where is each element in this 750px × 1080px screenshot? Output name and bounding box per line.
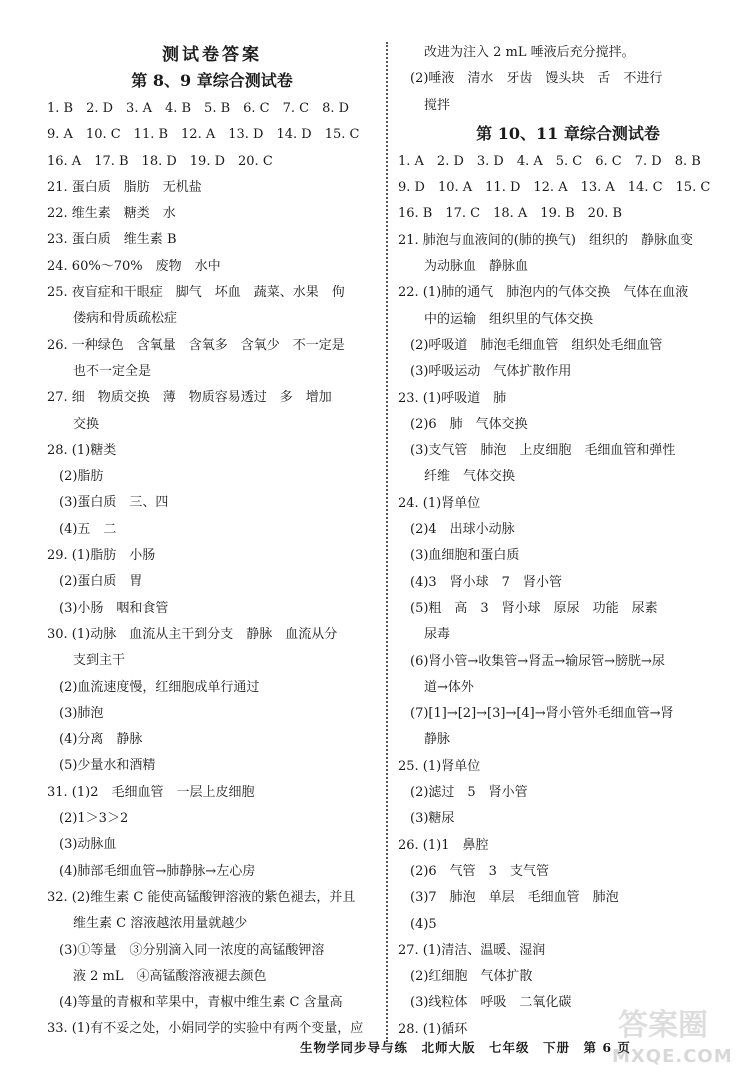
answer-line: (4)5 [410, 916, 437, 932]
answer-line: 16. B 17. C 18. A 19. B 20. B [398, 206, 623, 222]
answer-line: 27. 细 物质交换 薄 物质容易透过 多 增加 [47, 390, 332, 406]
answer-line: 道→体外 [424, 679, 474, 695]
answer-line: (4)分离 静脉 [59, 732, 143, 748]
answer-line: 24. 60%～70% 废物 水中 [47, 258, 221, 274]
answer-line: 维生素 C 溶液越浓用量就越少 [73, 916, 248, 932]
answer-line: (3)线粒体 呼吸 二氧化碳 [410, 995, 572, 1011]
answer-line: 改进为注入 2 mL 唾液后充分搅拌。 [424, 45, 635, 60]
page-footer: 生物学同步导与练 北师大版 七年级 下册 第 6 页 [300, 1040, 631, 1055]
answer-line: (3)支气管 肺泡 上皮细胞 毛细血管和弹性 [410, 443, 676, 459]
answer-line: 33. (1)有不妥之处，小娟同学的实验中有两个变量，应 [47, 1021, 364, 1037]
answer-line: 21. 蛋白质 脂肪 无机盐 [47, 179, 202, 195]
answer-line: 22. 维生素 糖类 水 [47, 206, 176, 222]
answer-line: (4)3 肾小球 7 肾小管 [410, 574, 562, 590]
answer-line: 搅拌 [424, 97, 451, 113]
answer-line: 29. (1)脂肪 小肠 [47, 548, 156, 564]
right-answer-lines [398, 149, 738, 1043]
answer-line: 21. 肺泡与血液间的(肺的换气) 组织的 静脉血变 [398, 232, 693, 248]
answer-line: (4)肺部毛细血管→肺静脉→左心房 [59, 863, 256, 879]
answer-line: (3)动脉血 [59, 837, 117, 853]
answer-line: 支到主干 [73, 653, 126, 669]
page-title: 测试卷答案 [162, 45, 262, 65]
answer-line: (5)粗 高 3 肾小球 原尿 功能 尿素 [410, 600, 658, 616]
answer-line: 31. (1)2 毛细血管 一层上皮细胞 [47, 784, 255, 800]
answer-line: 25. 夜盲症和干眼症 脚气 坏血 蔬菜、水果 佝 [47, 285, 345, 301]
answer-line: (2)6 肺 气体交换 [410, 416, 528, 432]
column-divider [386, 42, 388, 1042]
answer-line: 液 2 mL ④高锰酸溶液褪去颜色 [73, 968, 267, 984]
answer-line: 1. B 2. D 3. A 4. B 5. B 6. C 7. C 8. D [47, 101, 350, 116]
answer-line: 纤维 气体交换 [424, 469, 516, 485]
answer-line: (6)肾小管→收集管→肾盂→输尿管→膀胱→尿 [410, 653, 665, 669]
watermark [612, 1000, 742, 1072]
answer-line: 23. (1)呼吸道 肺 [398, 390, 507, 406]
answer-line: (3)血细胞和蛋白质 [410, 548, 520, 564]
answer-line: (3)小肠 咽和食管 [59, 600, 169, 616]
section-title-ch8-9: 第 8、9 章综合测试卷 [131, 71, 293, 90]
answer-line: (3)①等量 ③分别滴入同一浓度的高锰酸钾溶 [59, 942, 325, 958]
answer-line: 24. (1)肾单位 [398, 495, 481, 511]
answer-line: 尿毒 [424, 627, 451, 643]
answer-line: 为动脉血 静脉血 [424, 259, 529, 275]
answer-line: (4)等量的青椒和苹果中，青椒中维生素 C 含量高 [59, 995, 343, 1011]
answer-line: 28. (1)循环 [398, 1021, 468, 1037]
answer-line: (3)肺泡 [59, 705, 104, 721]
answer-line: 28. (1)糖类 [47, 442, 117, 458]
answer-line: 26. 一种绿色 含氧量 含氧多 含氧少 不一定是 [47, 337, 345, 353]
answer-line: (2)血流速度慢，红细胞成单行通过 [59, 679, 260, 695]
answer-line: 22. (1)肺的通气 肺泡内的气体交换 气体在血液 [398, 285, 689, 301]
answer-line: 交换 [73, 416, 100, 432]
answer-line: 30. (1)动脉 血流从主干到分支 静脉 血流从分 [47, 626, 338, 642]
answer-line: 也不一定全是 [73, 363, 152, 379]
answer-line: 32. (2)维生素 C 能使高锰酸钾溶液的紫色褪去，并且 [47, 889, 356, 905]
answer-line: (3)蛋白质 三、四 [59, 495, 169, 511]
answer-line: 23. 蛋白质 维生素 B [47, 232, 177, 248]
answer-line: (2)滤过 5 肾小管 [410, 785, 528, 801]
answer-line: (2)唾液 清水 牙齿 馒头块 舌 不进行 [410, 71, 663, 87]
answer-line: (2)呼吸道 肺泡毛细血管 组织处毛细血管 [410, 337, 663, 353]
answer-line: (3)7 肺泡 单层 毛细血管 肺泡 [410, 890, 619, 906]
answer-line: (2)红细胞 气体扩散 [410, 969, 533, 985]
right-answer-lines-continued [398, 40, 738, 119]
answer-line: (2)6 气管 3 支气管 [410, 863, 549, 879]
answer-line: (3)呼吸运动 气体扩散作用 [410, 364, 572, 380]
answer-line: (3)糖尿 [410, 811, 455, 827]
left-column [47, 40, 377, 1043]
answer-line: (5)少量水和酒精 [59, 758, 156, 774]
watermark-url: MXQE.COM [612, 1046, 733, 1067]
answer-line: 中的运输 组织里的气体交换 [424, 311, 594, 327]
answer-line: 静脉 [424, 732, 451, 748]
answer-line: (2)4 出球小动脉 [410, 522, 515, 538]
answer-line: 9. A 10. C 11. B 12. A 13. D 14. D 15. C [47, 127, 360, 143]
answer-line: (4)五 二 [59, 521, 117, 537]
watermark-logo: 答案圈 [618, 1008, 708, 1043]
answer-line: (2)1＞3＞2 [59, 811, 129, 827]
answer-line: (7)[1]→[2]→[3]→[4]→肾小管外毛细血管→肾 [410, 706, 674, 722]
answer-line: 27. (1)清洁、温暖、湿润 [398, 942, 546, 958]
answer-line: 偻病和骨质疏松症 [73, 311, 178, 327]
answer-line: (2)蛋白质 胃 [59, 574, 143, 590]
answer-line: 16. A 17. B 18. D 19. D 20. C [47, 153, 273, 169]
right-column [398, 40, 738, 1043]
left-answer-lines [47, 96, 377, 1043]
answer-line: 25. (1)肾单位 [398, 758, 481, 774]
answer-line: 9. D 10. A 11. D 12. A 13. A 14. C 15. C [398, 180, 711, 196]
section-title-ch10-11: 第 10、11 章综合测试卷 [476, 123, 660, 143]
answer-line: (2)脂肪 [59, 469, 104, 485]
answer-line: 1. A 2. D 3. D 4. A 5. C 6. C 7. D 8. B [398, 153, 701, 169]
answer-line: 26. (1)1 鼻腔 [398, 837, 489, 853]
